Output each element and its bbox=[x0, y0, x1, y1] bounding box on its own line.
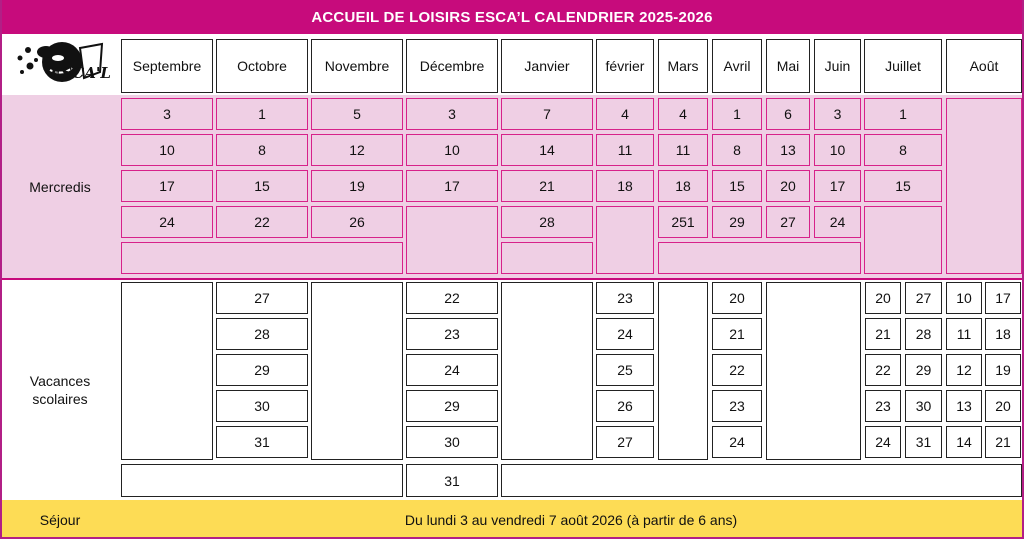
mercredi-cell: 8 bbox=[864, 134, 942, 166]
vacances-cell: 19 bbox=[985, 354, 1021, 386]
month-header: Mai bbox=[766, 39, 810, 93]
vacances-cell: 20 bbox=[865, 282, 901, 314]
vacances-cell: 24 bbox=[406, 354, 498, 386]
mercredi-cell: 6 bbox=[766, 98, 810, 130]
mercredi-empty-cell bbox=[596, 206, 654, 274]
month-header: Juin bbox=[814, 39, 861, 93]
mercredi-cell: 10 bbox=[814, 134, 861, 166]
mercredi-cell: 8 bbox=[216, 134, 308, 166]
vacances-cell: 27 bbox=[216, 282, 308, 314]
vacances-cell: 30 bbox=[216, 390, 308, 422]
mercredi-cell: 26 bbox=[311, 206, 403, 238]
vacances-cell: 20 bbox=[712, 282, 762, 314]
month-header: Novembre bbox=[311, 39, 403, 93]
mercredi-empty-cell bbox=[658, 242, 861, 274]
mercredi-cell: 12 bbox=[311, 134, 403, 166]
mercredi-cell: 15 bbox=[712, 170, 762, 202]
vacances-cell: 31 bbox=[905, 426, 942, 458]
vacances-empty-cell bbox=[311, 282, 403, 460]
mercredi-cell: 3 bbox=[121, 98, 213, 130]
vacances-empty-cell bbox=[501, 464, 1022, 497]
vacances-cell: 24 bbox=[865, 426, 901, 458]
month-header: Janvier bbox=[501, 39, 593, 93]
mercredi-cell: 19 bbox=[311, 170, 403, 202]
row-label-sejour: Séjour bbox=[39, 511, 81, 528]
vacances-cell: 18 bbox=[985, 318, 1021, 350]
vacances-cell: 21 bbox=[865, 318, 901, 350]
vacances-cell: 23 bbox=[406, 318, 498, 350]
vacances-cell: 29 bbox=[216, 354, 308, 386]
month-header: Juillet bbox=[864, 39, 942, 93]
vacances-cell: 23 bbox=[712, 390, 762, 422]
mercredi-cell: 1 bbox=[216, 98, 308, 130]
vacances-cell: 31 bbox=[406, 464, 498, 497]
mercredi-cell: 3 bbox=[406, 98, 498, 130]
logo-text: ESCA'L bbox=[50, 64, 111, 82]
vacances-cell: 26 bbox=[596, 390, 654, 422]
mercredi-cell: 27 bbox=[766, 206, 810, 238]
mercredi-cell: 8 bbox=[712, 134, 762, 166]
vacances-empty-cell bbox=[766, 282, 861, 460]
mercredi-cell: 20 bbox=[766, 170, 810, 202]
vacances-cell: 29 bbox=[406, 390, 498, 422]
vacances-cell: 21 bbox=[985, 426, 1021, 458]
vacances-cell: 27 bbox=[905, 282, 942, 314]
vacances-cell: 22 bbox=[865, 354, 901, 386]
mercredis-section-border bbox=[0, 278, 1024, 280]
mercredi-cell: 11 bbox=[596, 134, 654, 166]
mercredi-cell: 7 bbox=[501, 98, 593, 130]
mercredi-cell: 11 bbox=[658, 134, 708, 166]
mercredi-cell: 18 bbox=[596, 170, 654, 202]
vacances-empty-cell bbox=[121, 464, 403, 497]
row-label-vacances: Vacances scolaires bbox=[29, 373, 91, 407]
mercredi-cell: 4 bbox=[658, 98, 708, 130]
mercredi-empty-cell bbox=[501, 242, 593, 274]
mercredi-cell: 1 bbox=[712, 98, 762, 130]
mercredi-empty-cell bbox=[406, 206, 498, 274]
vacances-empty-cell bbox=[121, 282, 213, 460]
mercredi-cell: 5 bbox=[311, 98, 403, 130]
vacances-cell: 31 bbox=[216, 426, 308, 458]
mercredi-cell: 21 bbox=[501, 170, 593, 202]
vacances-cell: 24 bbox=[712, 426, 762, 458]
vacances-cell: 23 bbox=[596, 282, 654, 314]
month-header: Septembre bbox=[121, 39, 213, 93]
vacances-empty-cell bbox=[658, 282, 708, 460]
mercredi-cell: 14 bbox=[501, 134, 593, 166]
vacances-cell: 22 bbox=[712, 354, 762, 386]
mercredi-cell: 10 bbox=[121, 134, 213, 166]
vacances-cell: 25 bbox=[596, 354, 654, 386]
mercredi-empty-cell bbox=[946, 98, 1022, 274]
vacances-cell: 28 bbox=[216, 318, 308, 350]
vacances-cell: 22 bbox=[406, 282, 498, 314]
month-header: février bbox=[596, 39, 654, 93]
month-header: Mars bbox=[658, 39, 708, 93]
vacances-cell: 13 bbox=[946, 390, 982, 422]
vacances-empty-cell bbox=[501, 282, 593, 460]
vacances-cell: 17 bbox=[985, 282, 1021, 314]
mercredi-cell: 24 bbox=[121, 206, 213, 238]
mercredi-cell: 17 bbox=[814, 170, 861, 202]
mercredi-cell: 29 bbox=[712, 206, 762, 238]
vacances-cell: 27 bbox=[596, 426, 654, 458]
mercredi-empty-cell bbox=[864, 206, 942, 274]
mercredi-cell: 251 bbox=[658, 206, 708, 238]
vacances-cell: 10 bbox=[946, 282, 982, 314]
mercredi-cell: 17 bbox=[406, 170, 498, 202]
vacances-cell: 28 bbox=[905, 318, 942, 350]
vacances-cell: 20 bbox=[985, 390, 1021, 422]
month-header: Décembre bbox=[406, 39, 498, 93]
vacances-cell: 30 bbox=[406, 426, 498, 458]
month-header: Août bbox=[946, 39, 1022, 93]
mercredi-cell: 1 bbox=[864, 98, 942, 130]
sejour-text: Du lundi 3 au vendredi 7 août 2026 (à partir de 6 ans) bbox=[404, 511, 738, 528]
vacances-cell: 21 bbox=[712, 318, 762, 350]
mercredi-cell: 22 bbox=[216, 206, 308, 238]
vacances-cell: 30 bbox=[905, 390, 942, 422]
mercredi-cell: 18 bbox=[658, 170, 708, 202]
vacances-cell: 14 bbox=[946, 426, 982, 458]
mercredi-cell: 10 bbox=[406, 134, 498, 166]
vacances-cell: 11 bbox=[946, 318, 982, 350]
mercredi-cell: 3 bbox=[814, 98, 861, 130]
vacances-cell: 12 bbox=[946, 354, 982, 386]
mercredi-cell: 17 bbox=[121, 170, 213, 202]
month-header: Avril bbox=[712, 39, 762, 93]
month-header: Octobre bbox=[216, 39, 308, 93]
logo bbox=[6, 38, 114, 92]
vacances-cell: 24 bbox=[596, 318, 654, 350]
vacances-cell: 23 bbox=[865, 390, 901, 422]
mercredi-cell: 15 bbox=[216, 170, 308, 202]
mercredi-cell: 4 bbox=[596, 98, 654, 130]
mercredi-cell: 28 bbox=[501, 206, 593, 238]
page-title: ACCUEIL DE LOISIRS ESCA’L CALENDRIER 2025-2026 bbox=[0, 0, 1024, 34]
row-label-mercredis: Mercredis bbox=[29, 179, 91, 195]
mercredi-cell: 13 bbox=[766, 134, 810, 166]
vacances-cell: 29 bbox=[905, 354, 942, 386]
mercredi-cell: 24 bbox=[814, 206, 861, 238]
mercredi-cell: 15 bbox=[864, 170, 942, 202]
mercredi-empty-cell bbox=[121, 242, 403, 274]
